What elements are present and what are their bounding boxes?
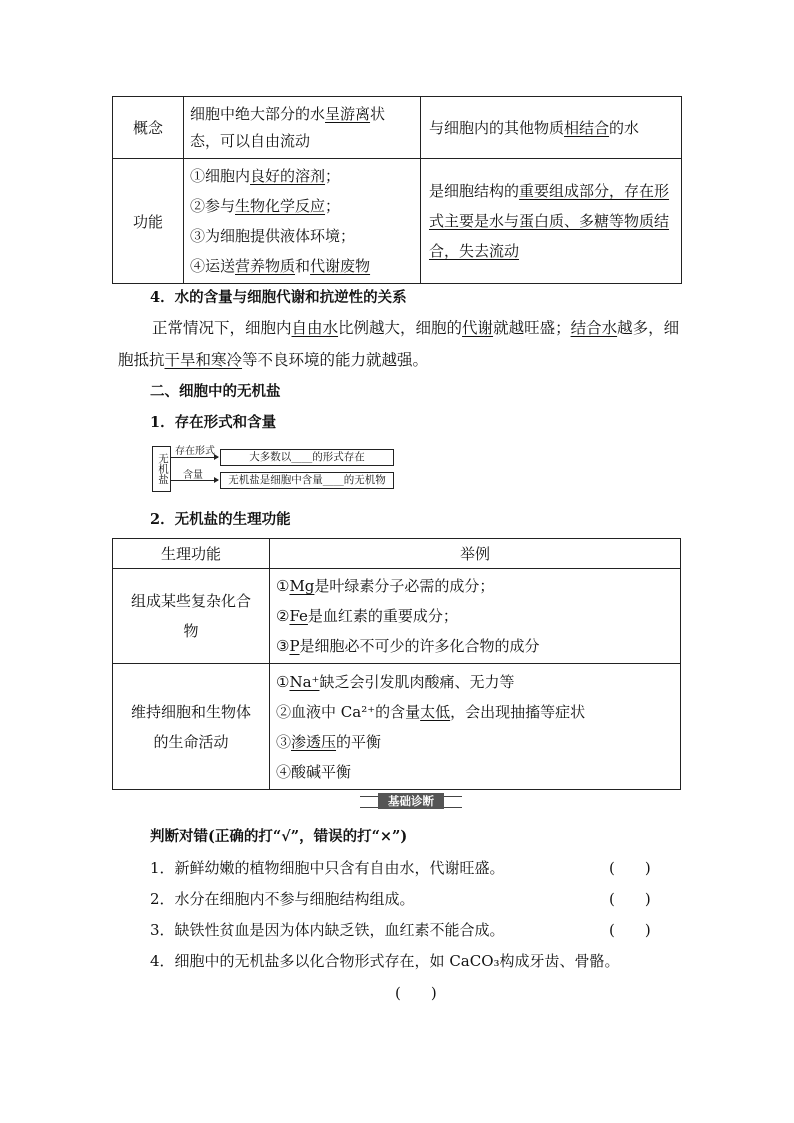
branch-label: 含量 <box>183 470 203 481</box>
subsection-heading: 1．存在形式和含量 <box>150 414 277 431</box>
underlined-answer: Mg <box>289 577 315 595</box>
underlined-answer: 重要组成部分，存在形式主要是水与蛋白质、多糖等物质结合，失去流动 <box>429 182 670 260</box>
function-item <box>190 251 414 281</box>
example-item: ④酸碱平衡 <box>276 762 352 781</box>
table-row <box>113 97 682 159</box>
text-span: ③ <box>276 732 292 751</box>
table-header-row <box>113 539 681 569</box>
badge-decor-left <box>360 796 378 808</box>
diagram-root: 无机盐 <box>152 446 171 492</box>
arrow-line <box>171 457 218 458</box>
underlined-answer: 太低 <box>420 702 451 721</box>
section-heading: 二、细胞中的无机盐 <box>150 383 281 400</box>
underlined-answer: 干旱和寒冷 <box>164 351 243 369</box>
text-span: 缺乏会引发肌肉酸痛、无力等 <box>319 672 515 691</box>
paragraph <box>118 312 688 376</box>
text-span: 的平衡 <box>336 732 382 751</box>
example-cell <box>270 664 681 790</box>
function-cell: 组成某些复杂化合物 <box>113 569 270 664</box>
subsection-heading: 2．无机盐的生理功能 <box>150 511 291 528</box>
function-item <box>190 161 414 191</box>
section-heading: 4．水的含量与细胞代谢和抗逆性的关系 <box>150 289 407 306</box>
question-item: 2．水分在细胞内不参与细胞结构组成。 <box>150 890 415 908</box>
underlined-answer: 结合水 <box>570 319 618 337</box>
underlined-answer: 代谢废物 <box>310 257 371 275</box>
free-water-function <box>184 159 421 284</box>
question-item: 3．缺铁性贫血是因为体内缺乏铁，血红素不能合成。 <box>150 921 505 939</box>
text-span: 是血红素的重要成分； <box>307 607 458 625</box>
example-cell <box>270 569 681 664</box>
text-span: ③ <box>276 637 290 655</box>
text-span: ； <box>325 197 341 215</box>
underlined-answer: 渗透压 <box>291 732 337 751</box>
text-span: ① <box>276 672 290 691</box>
text-span: 是细胞必不可少的许多化合物的成分 <box>299 637 540 655</box>
underlined-answer: Fe <box>289 607 308 625</box>
answer-blank: ( ) <box>609 859 651 877</box>
example-item <box>276 571 674 601</box>
answer-blank: ( ) <box>395 984 437 1002</box>
diagram-box: 大多数以____的形式存在 <box>220 449 394 466</box>
instruction: 判断对错(正确的打“√”，错误的打“×”) <box>150 828 408 845</box>
example-item <box>276 667 674 697</box>
text-span: 就越旺盛； <box>493 319 571 337</box>
text-span: ②血液中 Ca²⁺的含量 <box>276 702 421 721</box>
row-label: 概念 <box>113 97 184 159</box>
text-span: ④运送 <box>190 257 236 275</box>
text-span: 是叶绿素分子必需的成分； <box>314 577 495 595</box>
free-water-concept <box>184 97 421 159</box>
text-span: ； <box>325 167 341 185</box>
example-item <box>276 727 674 757</box>
text-span: 细胞中绝大部分的水 <box>190 104 326 123</box>
underlined-answer: 相结合 <box>564 119 610 137</box>
table-row <box>113 569 681 664</box>
arrow-head <box>214 454 219 460</box>
bound-water-concept <box>421 97 682 159</box>
column-header: 生理功能 <box>113 539 270 569</box>
function-item <box>190 191 414 221</box>
example-item <box>276 697 674 727</box>
underlined-answer: P <box>289 637 300 655</box>
row-label: 功能 <box>113 159 184 284</box>
table-row <box>113 159 682 284</box>
bound-water-function <box>421 159 682 284</box>
text-span: 和 <box>295 257 311 275</box>
column-header: 举例 <box>270 539 681 569</box>
text-span: ①细胞内 <box>190 167 251 185</box>
underlined-answer: 生物化学反应 <box>235 197 326 215</box>
question-item: 4．细胞中的无机盐多以化合物形式存在，如 CaCO₃构成牙齿、骨骼。 <box>150 952 620 970</box>
badge-decor-right <box>444 796 462 808</box>
text-span: 等不良环境的能力就越强。 <box>242 351 429 369</box>
branch-label: 存在形式 <box>175 446 215 457</box>
underlined-answer: 自由水 <box>291 319 339 337</box>
diagram-box: 无机盐是细胞中含量____的无机物 <box>220 472 394 489</box>
underlined-answer: 良好的溶剂 <box>250 167 326 185</box>
text-span: ，会出现抽搐等症状 <box>450 702 586 721</box>
salt-function-table <box>112 538 681 790</box>
text-span: ② <box>276 607 290 625</box>
underlined-answer: Na⁺ <box>289 672 320 691</box>
example-item <box>276 631 674 661</box>
text-span: ②参与 <box>190 197 236 215</box>
form-content-diagram <box>152 442 402 492</box>
arrow-line <box>171 480 218 481</box>
text-span: 的水 <box>609 119 640 137</box>
answer-blank: ( ) <box>609 890 651 908</box>
underlined-answer: 营养物质 <box>235 257 296 275</box>
table-row <box>113 664 681 790</box>
water-table <box>112 96 682 284</box>
underlined-answer: 呈游离 <box>325 104 371 123</box>
underlined-answer: 代谢 <box>462 319 494 337</box>
question-item: 1．新鲜幼嫩的植物细胞中只含有自由水，代谢旺盛。 <box>150 859 505 877</box>
arrow-head <box>214 477 219 483</box>
text-span: 与细胞内的其他物质 <box>429 119 565 137</box>
text-span: 越多，细胞抵抗 <box>118 319 680 369</box>
function-item: ③为细胞提供液体环境； <box>190 227 356 245</box>
text-span: 是细胞结构的 <box>429 182 520 200</box>
example-item <box>276 601 674 631</box>
section-badge: 基础诊断 <box>378 793 444 809</box>
answer-blank: ( ) <box>609 921 651 939</box>
text-span: 正常情况下，细胞内 <box>152 319 292 337</box>
text-span: 比例越大，细胞的 <box>338 319 463 337</box>
function-cell: 维持细胞和生物体的生命活动 <box>113 664 270 790</box>
text-span: 状态，可以自由流动 <box>190 104 386 150</box>
text-span: ① <box>276 577 290 595</box>
